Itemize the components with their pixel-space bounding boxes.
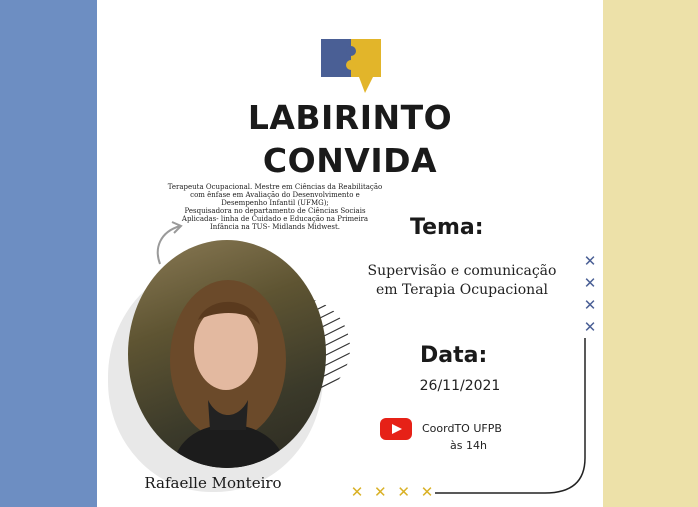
bio-line: Aplicadas- linha de Cuidado e Educação na Primeira — [181, 215, 369, 223]
puzzle-speech-bubble-icon — [321, 37, 381, 95]
youtube-icon — [380, 418, 412, 440]
cross-icon: ✕ — [397, 483, 410, 501]
event-date: 26/11/2021 — [419, 378, 501, 394]
tema-line: Supervisão e comunicação — [367, 263, 557, 279]
guest-photo — [128, 240, 326, 468]
cross-marks-vertical — [582, 250, 598, 338]
title-line-2: CONVIDA — [262, 141, 438, 180]
tema-label: Tema: — [410, 215, 484, 240]
bio-line: com ênfase em Avaliação do Desenvolvimento e — [190, 191, 360, 199]
cross-icon: ✕ — [583, 252, 597, 270]
bio-line: Desempenho Infantil (UFMG); — [221, 199, 329, 207]
cross-icon: ✕ — [350, 483, 364, 501]
tema-line: em Terapia Ocupacional — [375, 282, 549, 298]
right-color-band — [603, 0, 698, 507]
cross-icon: ✕ — [583, 318, 597, 336]
bio-line: Pesquisadora no departamento de Ciências Sociais — [184, 207, 366, 215]
data-label: Data: — [420, 343, 488, 368]
cross-icon: ✕ — [583, 296, 597, 314]
left-color-band — [0, 0, 97, 507]
cross-icon: ✕ — [583, 274, 597, 292]
decorative-curve-line — [430, 338, 595, 498]
title-line-1: LABIRINTO — [247, 98, 453, 137]
guest-bio — [165, 183, 385, 231]
bio-line: Terapeuta Ocupacional. Mestre em Ciências da Reabilitação — [167, 183, 383, 191]
cross-marks-horizontal — [348, 481, 436, 503]
channel-name: CoordTO UFPB — [422, 422, 502, 435]
portrait-illustration — [128, 240, 326, 468]
cross-icon: ✕ — [374, 483, 387, 501]
event-time: às 14h — [450, 439, 487, 452]
cross-icon: ✕ — [420, 483, 434, 501]
bio-line: Infância na TUS- Midlands Midwest. — [210, 223, 340, 231]
tema-text — [352, 262, 572, 300]
guest-name: Rafaelle Monteiro — [144, 474, 282, 492]
